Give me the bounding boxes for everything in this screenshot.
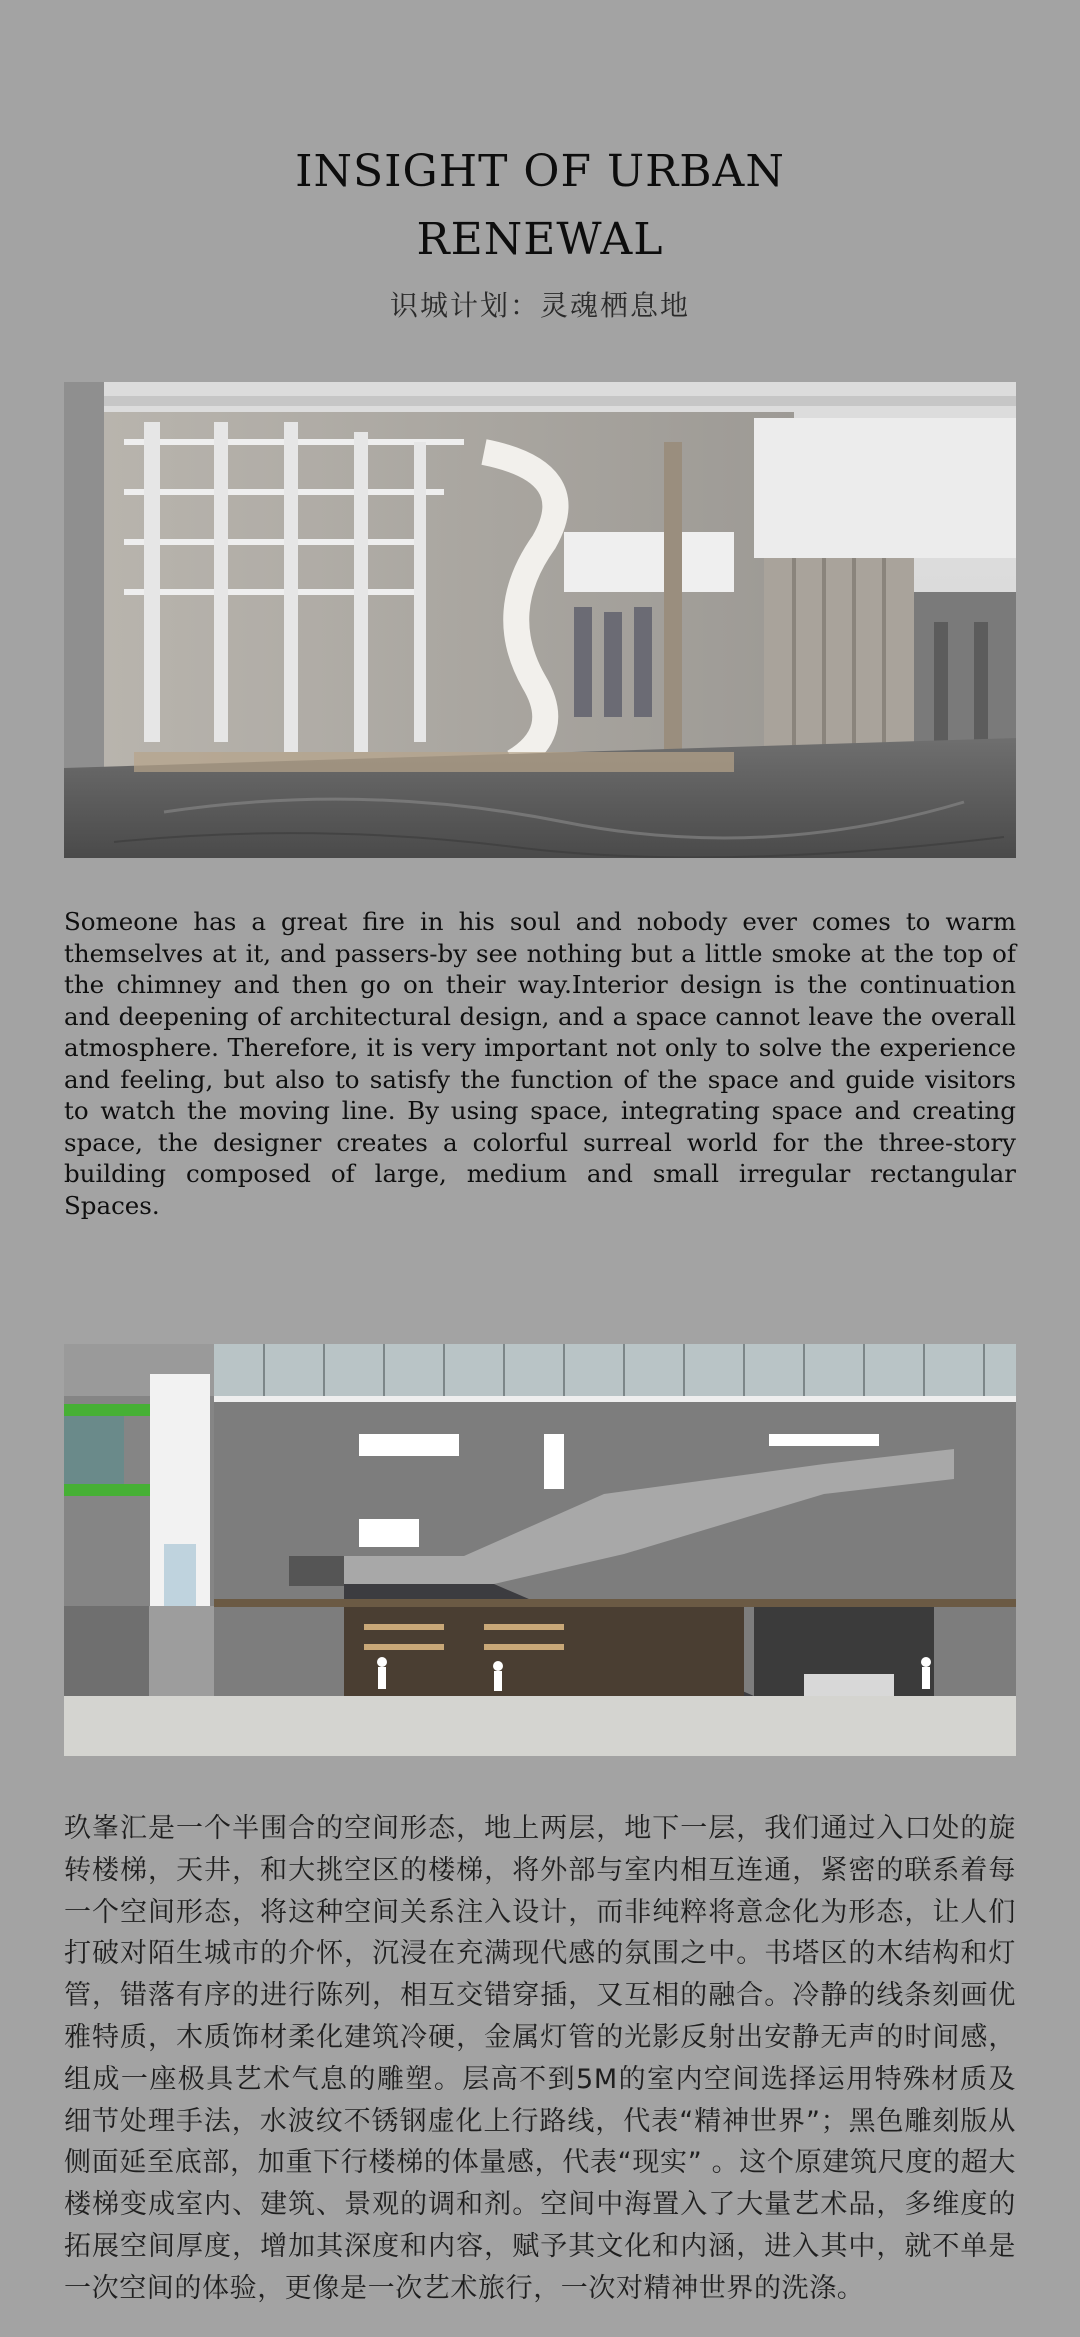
title-line-2: RENEWAL: [416, 214, 664, 265]
page-title: [0, 138, 1080, 274]
section-elevation-image: [64, 1344, 1016, 1756]
interior-rendering-image: [64, 382, 1016, 858]
page-subtitle: 识城计划：灵魂栖息地: [389, 289, 690, 322]
english-paragraph: Someone has a great fire in his soul and nobody ever comes to warm themselves at it, and passers-by see nothing but a little smoke at the top of the chimney and then go on their way.Interior design is the continuation and deepening of architectural design, and a space cannot leave the overall atmosphere. Therefore, it is very important not only to solve the experience and feeling, but also to satisfy the function of the space and guide visitors to watch the moving line. By using space, integrating space and creating space, the designer creates a colorful surreal world for the three-story building composed of large, medium and small irregular rectangular Spaces.: [64, 907, 1016, 1220]
title-line-1: INSIGHT OF URBAN: [295, 146, 785, 197]
chinese-paragraph: 玖峯汇是一个半围合的空间形态，地上两层，地下一层，我们通过入口处的旋转楼梯，天井，和大挑空区的楼梯，将外部与室内相互连通，紧密的联系着每一个空间形态，将这种空间关系注入设计，而非纯粹将意念化为形态，让人们打破对陌生城市的介怀，沉浸在充满现代感的氛围之中。书塔区的木结构和灯管，错落有序的进行陈列，相互交错穿插，又互相的融合。冷静的线条刻画优雅特质，木质饰材柔化建筑冷硬，金属灯管的光影反射出安静无声的时间感，组成一座极具艺术气息的雕塑。层高不到5M的室内空间选择运用特殊材质及细节处理手法，水波纹不锈钢虚化上行路线，代表“精神世界”；黑色雕刻版从侧面延至底部，加重下行楼梯的体量感，代表“现实” 。这个原建筑尺度的超大楼梯变成室内、建筑、景观的调和剂。空间中海置入了大量艺术品，多维度的拓展空间厚度，增加其深度和内容，赋予其文化和内涵，进入其中，就不单是一次空间的体验，更像是一次艺术旅行，一次对精神世界的洗涤。: [64, 1813, 1016, 2304]
